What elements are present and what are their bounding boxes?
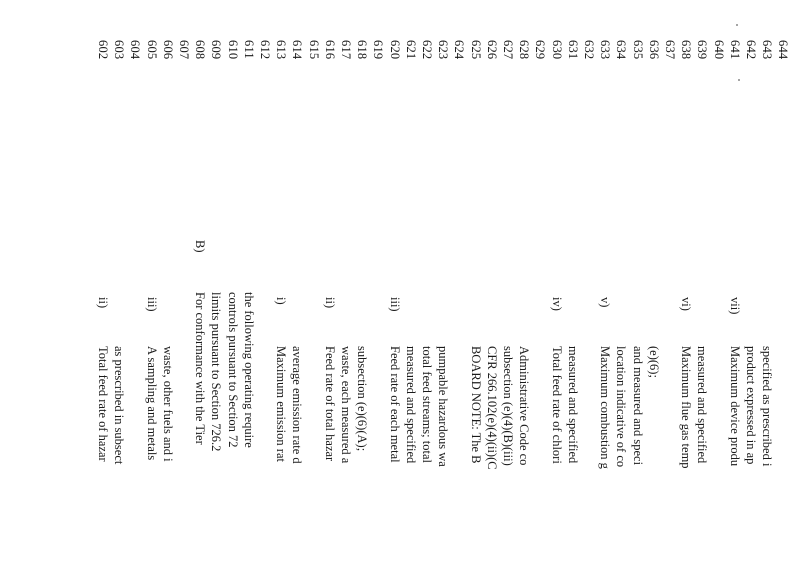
line-number: 604: [128, 40, 143, 60]
line-text: total feed streams; total: [420, 346, 434, 463]
line-text: BOARD NOTE: The B: [468, 346, 483, 464]
line-number: 625: [468, 40, 483, 60]
subsection-label: B): [193, 240, 208, 253]
line-text: Administrative Code co: [517, 346, 532, 466]
line-number: 641: [727, 40, 742, 60]
line-text: waste, other fuels and i: [160, 346, 175, 462]
line-number: 610: [225, 40, 240, 60]
line-number: 644: [776, 40, 791, 60]
line-number: 634: [614, 40, 629, 60]
line-text: Maximum combustion g: [598, 346, 613, 469]
line-number: 624: [452, 40, 467, 60]
line-number: 612: [258, 40, 272, 60]
line-text: the following operating require: [241, 292, 256, 448]
line-text: For conformance with the Tier: [193, 292, 208, 445]
line-text: controls pursuant to Section 72: [225, 292, 240, 448]
line-number: 611: [241, 40, 256, 59]
subsection-label: ii): [96, 297, 110, 309]
line-number: 628: [517, 40, 532, 60]
line-number: 636: [646, 40, 661, 60]
subsection-label: iv): [549, 297, 564, 311]
line-text: Feed rate of each metal: [387, 346, 402, 463]
line-text: pumpable hazardous wa: [436, 346, 451, 467]
line-number: 627: [501, 40, 515, 60]
line-number: 635: [630, 40, 645, 60]
subsection-label: vii): [727, 297, 742, 315]
line-text: (e)(6);: [646, 346, 661, 378]
line-number: 609: [209, 40, 224, 60]
line-text: Maximum emission rat: [274, 346, 289, 462]
line-number: 606: [160, 40, 175, 60]
line-text: specified as prescribed i: [760, 346, 775, 467]
line-number: 640: [711, 40, 726, 60]
line-number: 619: [371, 40, 386, 60]
line-number: 622: [420, 40, 434, 60]
line-number: 620: [387, 40, 402, 60]
line-text: product expressed in ap: [744, 346, 758, 465]
subsection-label: iii): [387, 297, 402, 312]
line-text: waste, each measured a: [339, 346, 353, 464]
line-number: 629: [533, 40, 548, 60]
line-text: Feed rate of total hazar: [322, 346, 337, 462]
subsection-label: iii): [144, 297, 159, 312]
subsection-label: i): [274, 297, 289, 305]
line-text: subsection (e)(6)(A);: [355, 346, 370, 452]
line-text: A sampling and metals: [144, 346, 159, 461]
line-number: 626: [484, 40, 499, 60]
line-text: Maximum flue gas temp: [679, 346, 694, 469]
line-number: 632: [582, 40, 596, 60]
line-number: 623: [436, 40, 451, 60]
line-number: 607: [177, 40, 191, 60]
subsection-label: vi): [679, 297, 694, 311]
line-number: 630: [549, 40, 564, 60]
line-text: and measured and speci: [630, 346, 645, 466]
line-text: measured and specified: [695, 346, 710, 464]
line-number: 614: [290, 40, 305, 60]
scan-speck: [736, 24, 738, 26]
line-number: 639: [695, 40, 710, 60]
line-text: location indicative of co: [614, 346, 629, 468]
line-number: 613: [274, 40, 289, 60]
line-number: 616: [322, 40, 337, 60]
line-text: average emission rate d: [290, 346, 305, 464]
line-number: 602: [96, 40, 110, 60]
line-number: 615: [306, 40, 321, 60]
line-text: Total feed rate of chlori: [549, 346, 564, 464]
line-number: 637: [663, 40, 677, 60]
line-number: 643: [760, 40, 775, 60]
line-text: measured and specified: [403, 346, 418, 464]
subsection-label: v): [598, 297, 613, 308]
line-number: 605: [144, 40, 159, 60]
line-number: 638: [679, 40, 694, 60]
line-number: 633: [598, 40, 613, 60]
line-text: subsection (e)(4)(B)(iii): [501, 346, 515, 466]
line-text: as prescribed in subsect: [112, 346, 127, 465]
line-number: 642: [744, 40, 758, 60]
line-number: 603: [112, 40, 127, 60]
line-text: CFR 266.102(e)(4)(ii)(C: [484, 346, 499, 470]
line-text: limits pursuant to Section 726.2: [209, 292, 224, 452]
document-line: [773, 40, 793, 566]
line-text: Total feed rate of hazar: [96, 346, 110, 462]
subsection-label: ii): [322, 297, 337, 309]
line-number: 631: [565, 40, 580, 60]
line-number: 618: [355, 40, 370, 60]
line-text: Maximum device produ: [727, 346, 742, 467]
line-text: measured and specified: [565, 346, 580, 464]
line-number: 608: [193, 40, 208, 60]
line-number: 621: [403, 40, 418, 60]
line-number: 617: [339, 40, 353, 60]
